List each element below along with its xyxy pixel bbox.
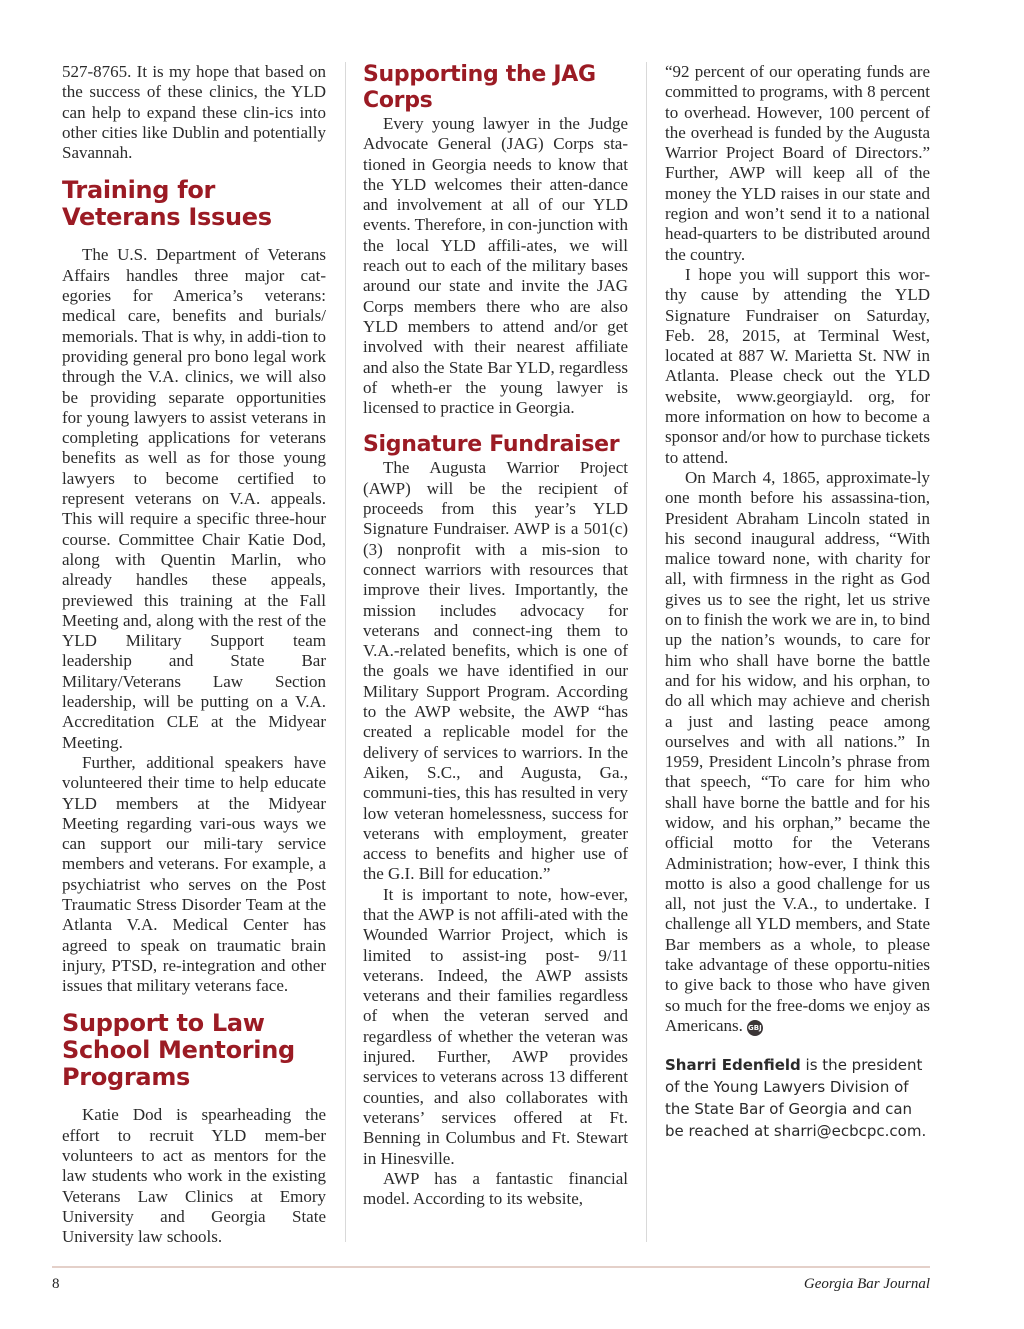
- paragraph-quote: “92 percent of our operating funds are committed to programs, with 8 percent to overhead. However, 100 percent of the overhead is funded by the Augusta Warrior Project Board of Directors.” Further, AWP will keep all of the money the YLD raises in our state and region and won’t send it to a national head-quarters to be distributed around the country.: [665, 62, 930, 264]
- gbj-end-mark-icon: GBJ: [747, 1020, 763, 1036]
- paragraph-mentoring: Katie Dod is spearheading the effort to recruit YLD mem-ber volunteers to act as mentors for the law students who work in the existing Veterans Law Clinics at Emory University and Georgia State University law schools.: [62, 1105, 326, 1247]
- journal-name: Georgia Bar Journal: [803, 1276, 930, 1292]
- paragraph-lincoln: [665, 468, 930, 1036]
- paragraph-training-2: Further, additional speakers have volunteered their time to help educate YLD members at the Midyear Meeting regarding vari-ous ways we can support our mili-tary service members and veterans. For example, a psychiatrist who serves on the Post Traumatic Stress Disorder Team at the Atlanta V.A. Medical Center has agreed to speak on traumatic brain injury, PTSD, re-integration and other issues that military veterans face.: [62, 752, 326, 996]
- footer-rule: [52, 1266, 930, 1268]
- column-divider: [646, 62, 647, 1242]
- heading-supporting-jag-corps: Supporting the JAG Corps: [363, 62, 596, 113]
- paragraph-intro: 527-8765. It is my hope that based on the success of these clinics, the YLD can help to expand these clin-ics into other cities like Dublin and potentially Savannah.: [62, 62, 326, 163]
- paragraph-training-1: The U.S. Department of Veterans Affairs handles three major cat-egories for America’s veterans: medical care, benefits and burials/ memorials. That is why, in addi-tion to providing general pro bono legal work through the V.A. clinics, we will also be providing separate opportunities for young lawyers to assist veterans in completing applications for veterans benefits as well as for those young lawyers to become certified to represent veterans on V.A. appeals. This will require a specific three-hour course. Committee Chair Katie Dod, along with Quentin Marlin, who already handles these appeals, previewed this training at the Fall Meeting and, along with the rest of the YLD Military Support team leadership and State Bar Military/Veterans Law Section leadership, will be putting on a V.A. Accreditation CLE at the Midyear Meeting.: [62, 245, 326, 752]
- author-name: Sharri Edenfield: [665, 1056, 801, 1075]
- lincoln-text: On March 4, 1865, approximate-ly one month before his assassina-tion, President Abraham Lincoln stated in his second inaugural address, “With malice toward none, with charity for all, with firmness in the right as God gives us to see the right, let us strive on to finish the work we are in, to bind up the nation’s wounds, to care for him who shall have borne the battle and for his widow, and his orphan, to do all which may achieve and cherish a just and lasting peace among ourselves and with all nations.” In 1959, President Lincoln’s phrase from that speech, “To care for him who shall have borne the battle and for his widow, and his orphan,” became the official motto for the Veterans Administration; how-ever, I think this motto is also a good challenge for us all, not just the V.A., to undertake. I challenge all YLD members, and State Bar members as a whole, to please take advantage of these opportu-nities to give back to those who have given so much for the free-doms we enjoy as Americans.: [665, 467, 930, 1035]
- author-bio: [665, 1054, 930, 1142]
- paragraph-fundraiser-1: The Augusta Warrior Project (AWP) will be the recipient of proceeds from this year’s YLD Signature Fundraiser. AWP is a 501(c)(3) nonprofit with a mis-sion to connect warriors with resources that improve their lives. Importantly, the mission includes advocacy for veterans and connect-ing them to V.A.-related benefits, which is one of the goals we have identified in our Military Support Program. According to the AWP website, the AWP “has created a replicable model for the delivery of services to warriors. In the Aiken, S.C., and Augusta, Ga., communi-ties, this has resulted in very low veteran homelessness, success for veterans with employment, greater access to benefits and higher use of the G.I. Bill for education.”: [363, 458, 628, 884]
- paragraph-fundraiser-3: AWP has a fantastic financial model. According to its website,: [363, 1168, 628, 1209]
- column-divider: [345, 62, 346, 1242]
- page-number: 8: [52, 1276, 60, 1292]
- author-bio-text: is the president of the Young Lawyers Division of the State Bar of Georgia and can be reached at sharri@ecbcpc.com.: [665, 1056, 927, 1141]
- heading-training-for-veterans-issues: Training for Veterans Issues: [62, 176, 272, 232]
- column-right: [665, 62, 930, 1142]
- column-middle: [363, 62, 628, 1209]
- paragraph-jag: Every young lawyer in the Judge Advocate General (JAG) Corps sta-tioned in Georgia needs to know that the YLD welcomes their atten-dance and involvement at all of our YLD events. Therefore, in con-junction with the local YLD affili-ates, we will reach out to each of the military bases around our state and invite the JAG Corps members there who are also YLD members to attend and/or get involved with their nearest affiliate and also the State Bar YLD, regardless of wheth-er the young lawyer is licensed to practice in Georgia.: [363, 114, 628, 418]
- paragraph-fundraiser-2: It is important to note, how-ever, that the AWP is not affili-ated with the Wounded Warrior Project, which is limited to assist-ing post- 9/11 veterans. Indeed, the AWP assists veterans and their families regardless of when the veteran served and regardless of whether the veteran was injured. Further, AWP provides services to veterans across 13 different counties, and also collaborates with veterans’ services offered at Ft. Benning in Columbus and Ft. Stewart in Hinesville.: [363, 884, 628, 1168]
- paragraph-support: I hope you will support this wor-thy cause by attending the YLD Signature Fundraiser on Saturday, Feb. 28, 2015, at Terminal West, located at 887 W. Marietta St. NW in Atlanta. Please check out the YLD website, www.georgiayld. org, for more information on how to become a sponsor and/or how to purchase tickets to attend.: [665, 264, 930, 467]
- heading-signature-fundraiser: Signature Fundraiser: [363, 432, 620, 458]
- heading-law-school-mentoring: Support to Law School Mentoring Programs: [62, 1009, 295, 1092]
- column-left: [62, 62, 326, 1248]
